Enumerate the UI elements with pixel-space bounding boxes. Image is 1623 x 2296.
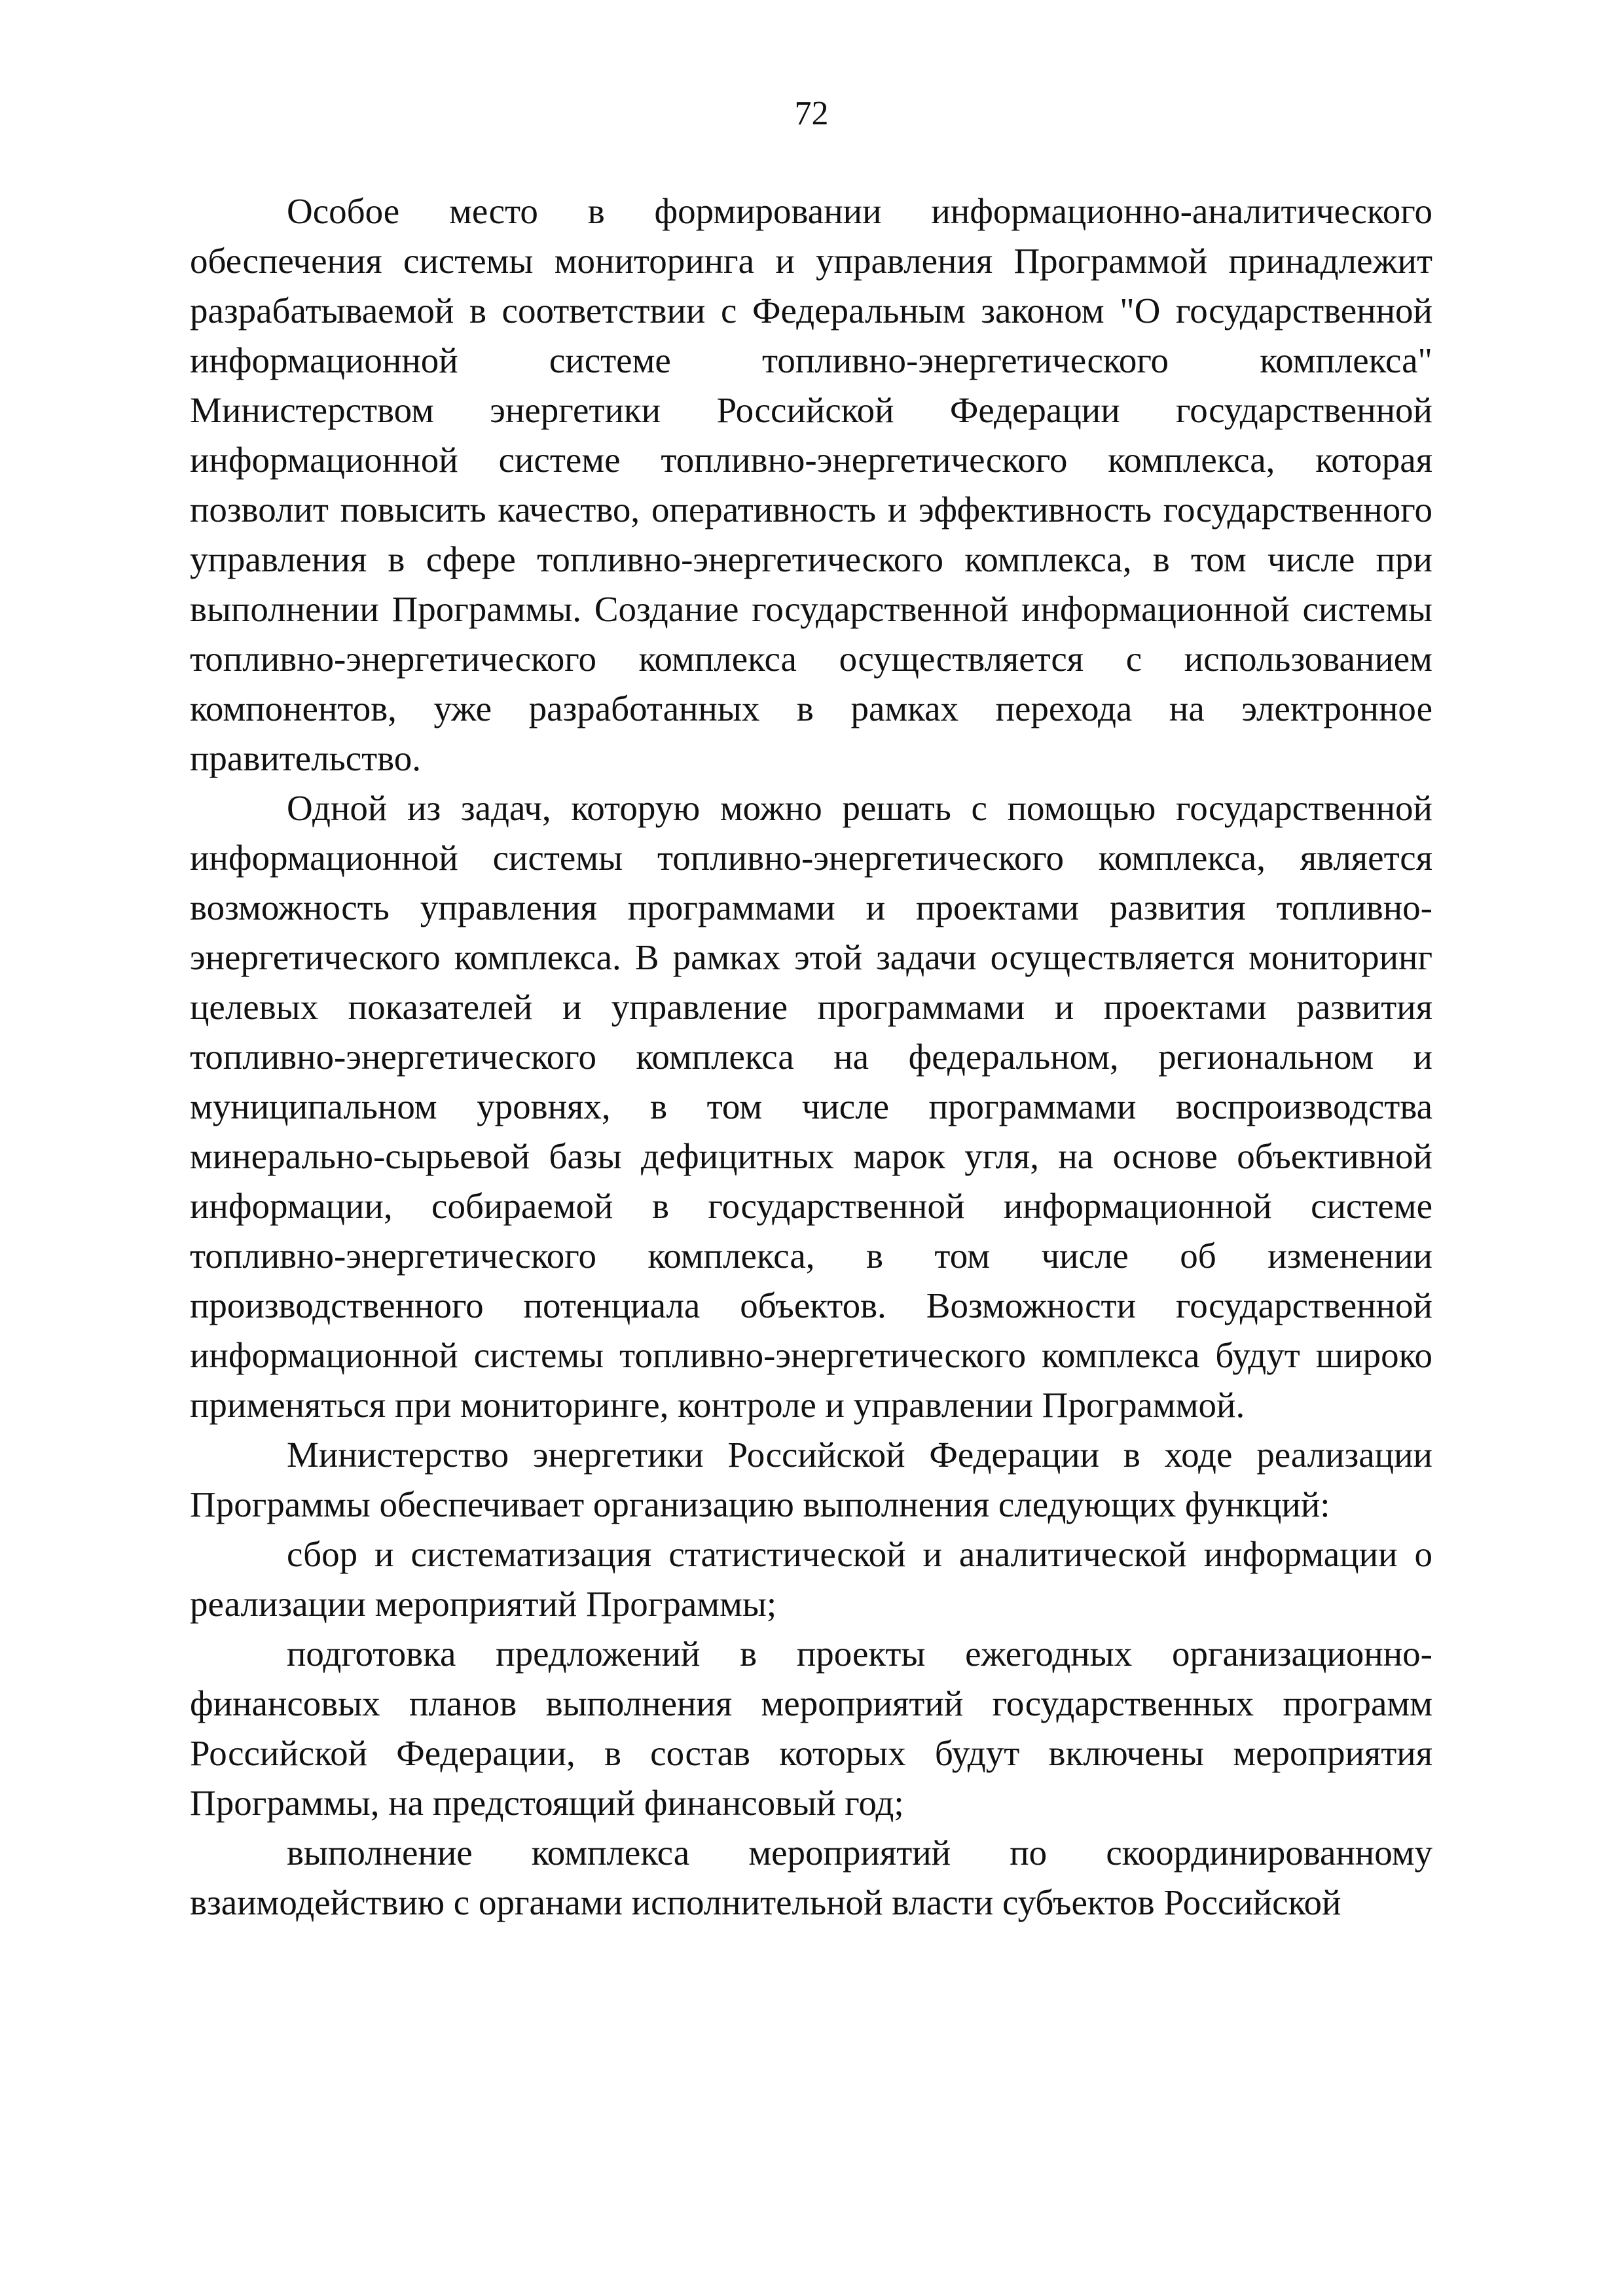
paragraph-info-system-role: Особое место в формировании информационно-аналитического обеспечения системы мониторинга и управления Программой принадлежит разрабатываемой в соответствии с Федеральным законом "О государственной информационной системе топливно-энергетического комплекса" Министерством энергетики Российской Федерации государственной информационной системе топливно-энергетического комплекса, которая позволит повысить качество, оперативность и эффективность государственного управления в сфере топливно-энергетического комплекса, в том числе при выполнении Программы. Создание государственной информационной системы топливно-энергетического комплекса осуществляется с использованием компонентов, уже разработанных в рамках перехода на электронное правительство. [190, 191, 1432, 778]
paragraph-function-plan-proposals: подготовка предложений в проекты ежегодных организационно-финансовых планов выполнения мероприятий государственных программ Российской Федерации, в состав которых будут включены мероприятия Программы, на предстоящий финансовый год; [190, 1634, 1432, 1823]
paragraph-function-data-collection: сбор и систематизация статистической и аналитической информации о реализации мероприятий Программы; [190, 1534, 1432, 1624]
page-number: 72 [794, 95, 829, 132]
paragraph-ministry-functions: Министерство энергетики Российской Федерации в ходе реализации Программы обеспечивает организацию выполнения следующих функций: [190, 1435, 1432, 1524]
paragraph-program-management: Одной из задач, которую можно решать с помощью государственной информационной системы топливно-энергетического комплекса, является возможность управления программами и проектами развития топливно-энергетического комплекса. В рамках этой задачи осуществляется мониторинг целевых показателей и управление программами и проектами развития топливно-энергетического комплекса на федеральном, региональном и муниципальном уровнях, в том числе программами воспроизводства минерально-сырьевой базы дефицитных марок угля, на основе объективной информации, собираемой в государственной информационной системе топливно-энергетического комплекса, в том числе об изменении производственного потенциала объектов. Возможности государственной информационной системы топливно-энергетического комплекса будут широко применяться при мониторинге, контроле и управлении Программой. [190, 788, 1432, 1425]
document-body [190, 187, 1432, 1928]
paragraph-function-coordination: выполнение комплекса мероприятий по скоординированному взаимодействию с органами исполнительной власти субъектов Российской [190, 1833, 1432, 1922]
